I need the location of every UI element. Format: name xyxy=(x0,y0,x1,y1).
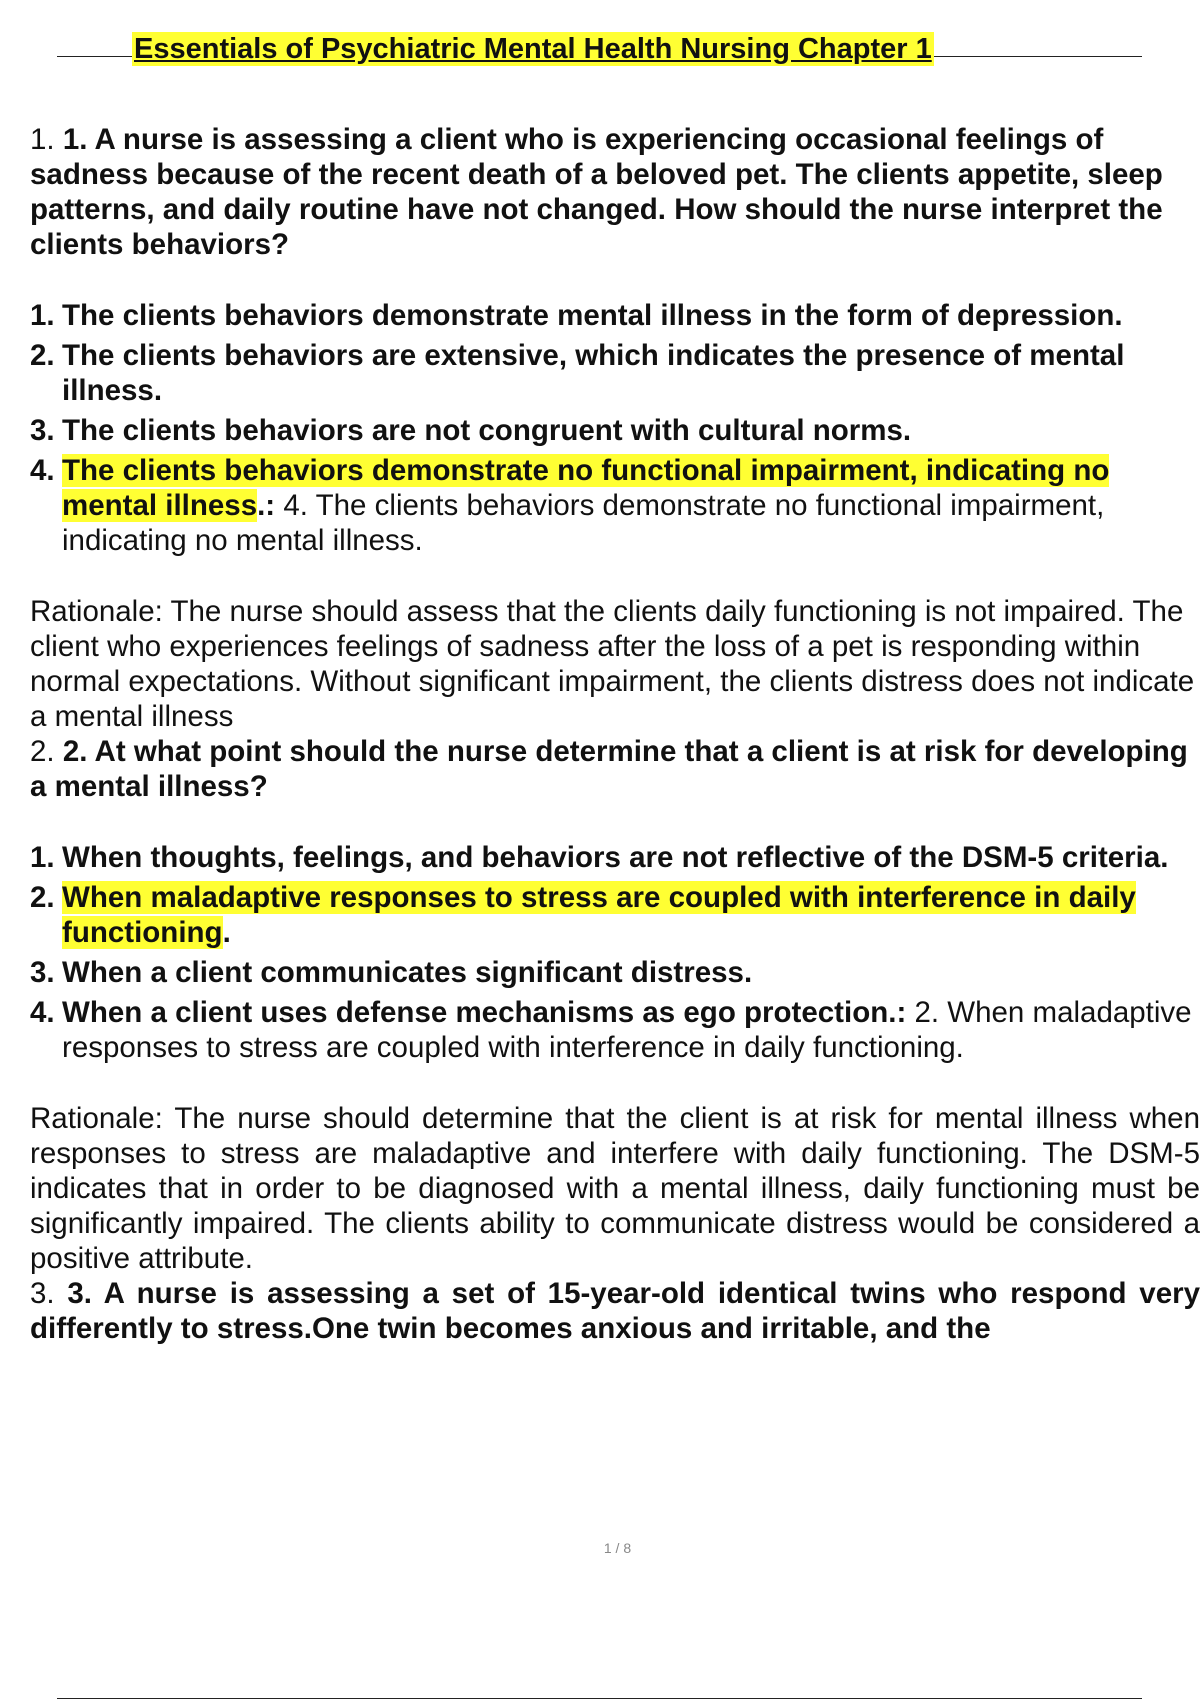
answer-text: 2. When maladaptive responses to stress are coupled with interference in daily functioning. xyxy=(62,996,1192,1064)
page-number: 1 / 8 xyxy=(603,1540,632,1556)
question-1-option-3: 3. The clients behaviors are not congruent with cultural norms. xyxy=(30,414,912,447)
header xyxy=(57,30,1142,70)
question-2-option-4: 4. When a client uses defense mechanisms as ego protection.: 2. When maladaptive responses to stress are coupled with interference in daily functioning. xyxy=(30,996,1192,1064)
question-2-option-1: 1. When thoughts, feelings, and behaviors are not reflective of the DSM-5 criteria. xyxy=(30,841,1169,874)
question-3-number: 3. xyxy=(30,1277,55,1310)
answer-text: 4. The clients behaviors demonstrate no functional impairment, indicating no mental illness. xyxy=(62,489,1105,557)
document-content xyxy=(30,122,1200,1346)
question-2-option-2: 2. When maladaptive responses to stress are coupled with interference in daily functioning. xyxy=(30,881,1136,949)
question-1-text: 1. A nurse is assessing a client who is experiencing occasional feelings of sadness because of the recent death of a beloved pet. The clients appetite, sleep patterns, and daily routine have not changed. How should the nurse interpret the clients behaviors? xyxy=(30,123,1163,261)
document-title: Essentials of Psychiatric Mental Health Nursing Chapter 1 xyxy=(134,33,932,65)
question-1-rationale: Rationale: The nurse should assess that the clients daily functioning is not impaired. The client who experiences feelings of sadness after the loss of a pet is responding within normal expectations. Without significant impairment, the clients distress does not indicate a mental illness xyxy=(30,595,1195,733)
highlighted-answer: The clients behaviors demonstrate no functional impairment, indicating no mental illness xyxy=(62,454,1110,522)
question-1-option-1: 1. The clients behaviors demonstrate mental illness in the form of depression. xyxy=(30,299,1123,332)
question-3 xyxy=(30,1276,1200,1346)
question-3-text: 3. A nurse is assessing a set of 15-year-old identical twins who respond very differently to stress.One twin becomes anxious and irritable, and the xyxy=(30,1277,1200,1345)
question-2-option-3: 3. When a client communicates significant distress. xyxy=(30,956,753,989)
highlighted-answer: When maladaptive responses to stress are coupled with interference in daily functioning xyxy=(62,881,1136,949)
question-1-option-4: 4. The clients behaviors demonstrate no functional impairment, indicating no mental illness.: 4. The clients behaviors demonstrate no functional impairment, indicating no mental illness. xyxy=(30,454,1110,557)
question-2 xyxy=(30,734,1200,804)
question-1 xyxy=(30,122,1200,262)
footer-rule xyxy=(57,1698,1142,1699)
question-2-number: 2. xyxy=(30,735,55,768)
question-2-options xyxy=(30,840,1200,1065)
question-2-text: 2. At what point should the nurse determine that a client is at risk for developing a mental illness? xyxy=(30,735,1188,803)
question-2-rationale: Rationale: The nurse should determine that the client is at risk for mental illness when responses to stress are maladaptive and interfere with daily functioning. The DSM-5 indicates that in order to be diagnosed with a mental illness, daily functioning must be significantly impaired. The clients ability to communicate distress would be considered a positive attribute. xyxy=(30,1102,1200,1275)
question-1-number: 1. xyxy=(30,123,55,156)
question-1-options xyxy=(30,298,1200,558)
question-1-option-2: 2. The clients behaviors are extensive, which indicates the presence of mental illness. xyxy=(30,339,1125,407)
